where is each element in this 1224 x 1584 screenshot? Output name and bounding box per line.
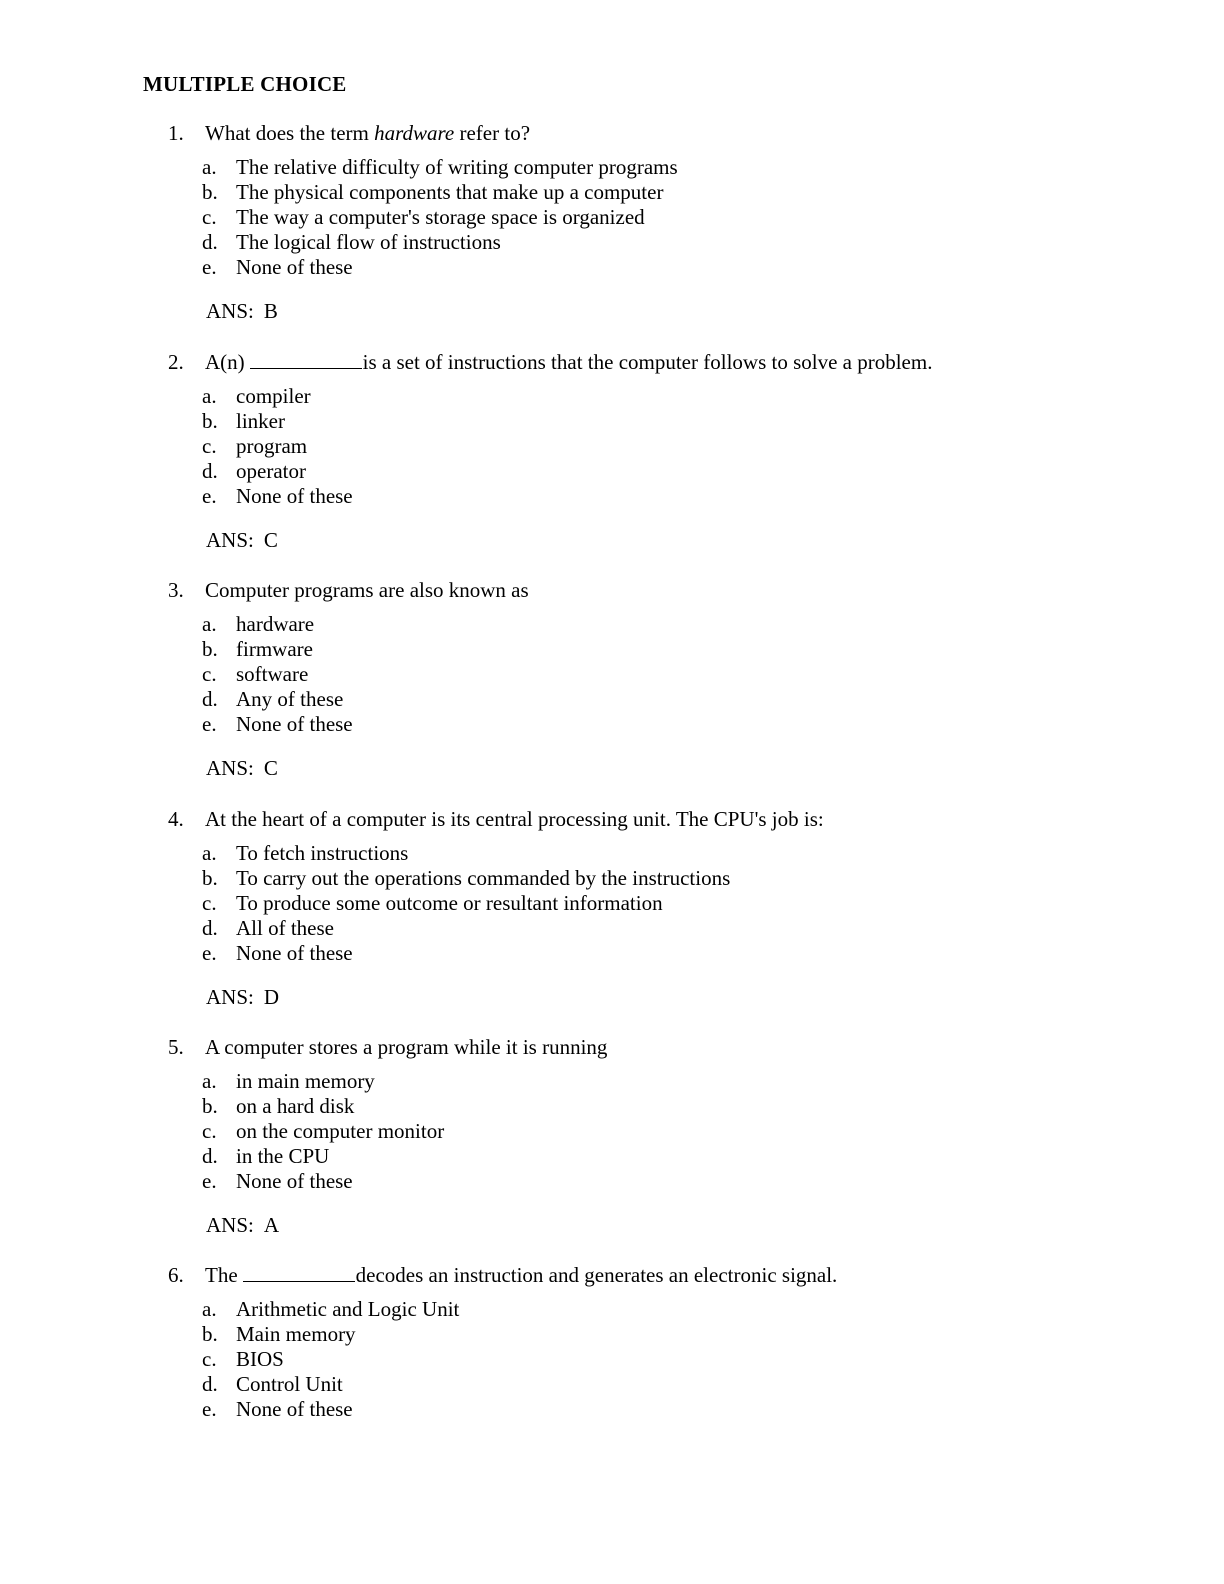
- answer-value: C: [263, 528, 278, 552]
- answer-value: A: [263, 1213, 280, 1237]
- option-a: a. compiler: [202, 384, 311, 408]
- option-e: e. None of these: [202, 484, 353, 508]
- option-d: d. All of these: [202, 916, 334, 940]
- option-e: e. None of these: [202, 1397, 353, 1421]
- fill-in-blank: [250, 349, 362, 369]
- option-c: c. To produce some outcome or resultant information: [202, 891, 663, 915]
- question-1: [168, 119, 1128, 325]
- answer-label: ANS:: [206, 528, 254, 552]
- answer-label: ANS:: [206, 299, 254, 323]
- option-a: a. hardware: [202, 612, 315, 636]
- answer-value: B: [263, 299, 278, 323]
- option-e: e. None of these: [202, 941, 353, 965]
- options-list: [168, 1069, 1128, 1194]
- answer-line: [168, 526, 1128, 554]
- option-d: d. Any of these: [202, 687, 344, 711]
- option-a: a. To fetch instructions: [202, 841, 409, 865]
- question-stem: [168, 1261, 1128, 1289]
- option-b: b. The physical components that make up a computer: [202, 180, 664, 204]
- question-stem: [168, 576, 1128, 604]
- question-text: At the heart of a computer is its central processing unit. The CPU's job is:: [205, 807, 824, 831]
- answer-value: C: [263, 756, 278, 780]
- answer-line: [168, 1211, 1128, 1239]
- option-d: d. Control Unit: [202, 1372, 343, 1396]
- answer-value: D: [263, 985, 280, 1009]
- question-3: [168, 576, 1128, 782]
- question-number: 2.: [168, 350, 184, 374]
- option-c: c. The way a computer's storage space is organized: [202, 205, 645, 229]
- option-b: b. Main memory: [202, 1322, 356, 1346]
- option-c: c. on the computer monitor: [202, 1119, 445, 1143]
- question-text: What does the term hardware refer to?: [205, 121, 531, 145]
- answer-line: [168, 983, 1128, 1011]
- answer-label: ANS:: [206, 756, 254, 780]
- question-number: 3.: [168, 578, 184, 602]
- option-e: e. None of these: [202, 712, 353, 736]
- question-6: [168, 1261, 1128, 1422]
- option-d: d. operator: [202, 459, 306, 483]
- question-5: [168, 1033, 1128, 1239]
- option-e: e. None of these: [202, 255, 353, 279]
- page-title: MULTIPLE CHOICE: [143, 72, 347, 96]
- emphasized-term: hardware: [374, 121, 455, 145]
- question-text: Computer programs are also known as: [205, 578, 529, 602]
- options-list: [168, 612, 1128, 737]
- answer-line: [168, 754, 1128, 782]
- option-b: b. linker: [202, 409, 285, 433]
- question-number: 4.: [168, 807, 184, 831]
- option-d: d. in the CPU: [202, 1144, 330, 1168]
- option-b: b. firmware: [202, 637, 313, 661]
- question-2: [168, 348, 1128, 554]
- question-number: 5.: [168, 1035, 184, 1059]
- option-a: a. The relative difficulty of writing computer programs: [202, 155, 678, 179]
- option-a: a. in main memory: [202, 1069, 375, 1093]
- option-a: a. Arithmetic and Logic Unit: [202, 1297, 460, 1321]
- question-stem: [168, 119, 1128, 147]
- options-list: [168, 155, 1128, 280]
- answer-label: ANS:: [206, 985, 254, 1009]
- question-text: The decodes an instruction and generates an electronic signal.: [205, 1263, 838, 1287]
- question-text: A(n) is a set of instructions that the computer follows to solve a problem.: [205, 350, 933, 374]
- options-list: [168, 841, 1128, 966]
- question-stem: [168, 805, 1128, 833]
- option-b: b. on a hard disk: [202, 1094, 355, 1118]
- question-number: 1.: [168, 121, 184, 145]
- option-e: e. None of these: [202, 1169, 353, 1193]
- option-c: c. program: [202, 434, 308, 458]
- option-b: b. To carry out the operations commanded by the instructions: [202, 866, 731, 890]
- question-stem: [168, 1033, 1128, 1061]
- answer-label: ANS:: [206, 1213, 254, 1237]
- question-stem: [168, 348, 1128, 376]
- option-c: c. BIOS: [202, 1347, 284, 1371]
- options-list: [168, 1297, 1128, 1422]
- options-list: [168, 384, 1128, 509]
- question-4: [168, 805, 1128, 1011]
- option-d: d. The logical flow of instructions: [202, 230, 501, 254]
- option-c: c. software: [202, 662, 309, 686]
- fill-in-blank: [243, 1262, 355, 1282]
- question-text: A computer stores a program while it is running: [205, 1035, 608, 1059]
- answer-line: [168, 297, 1128, 325]
- question-number: 6.: [168, 1263, 184, 1287]
